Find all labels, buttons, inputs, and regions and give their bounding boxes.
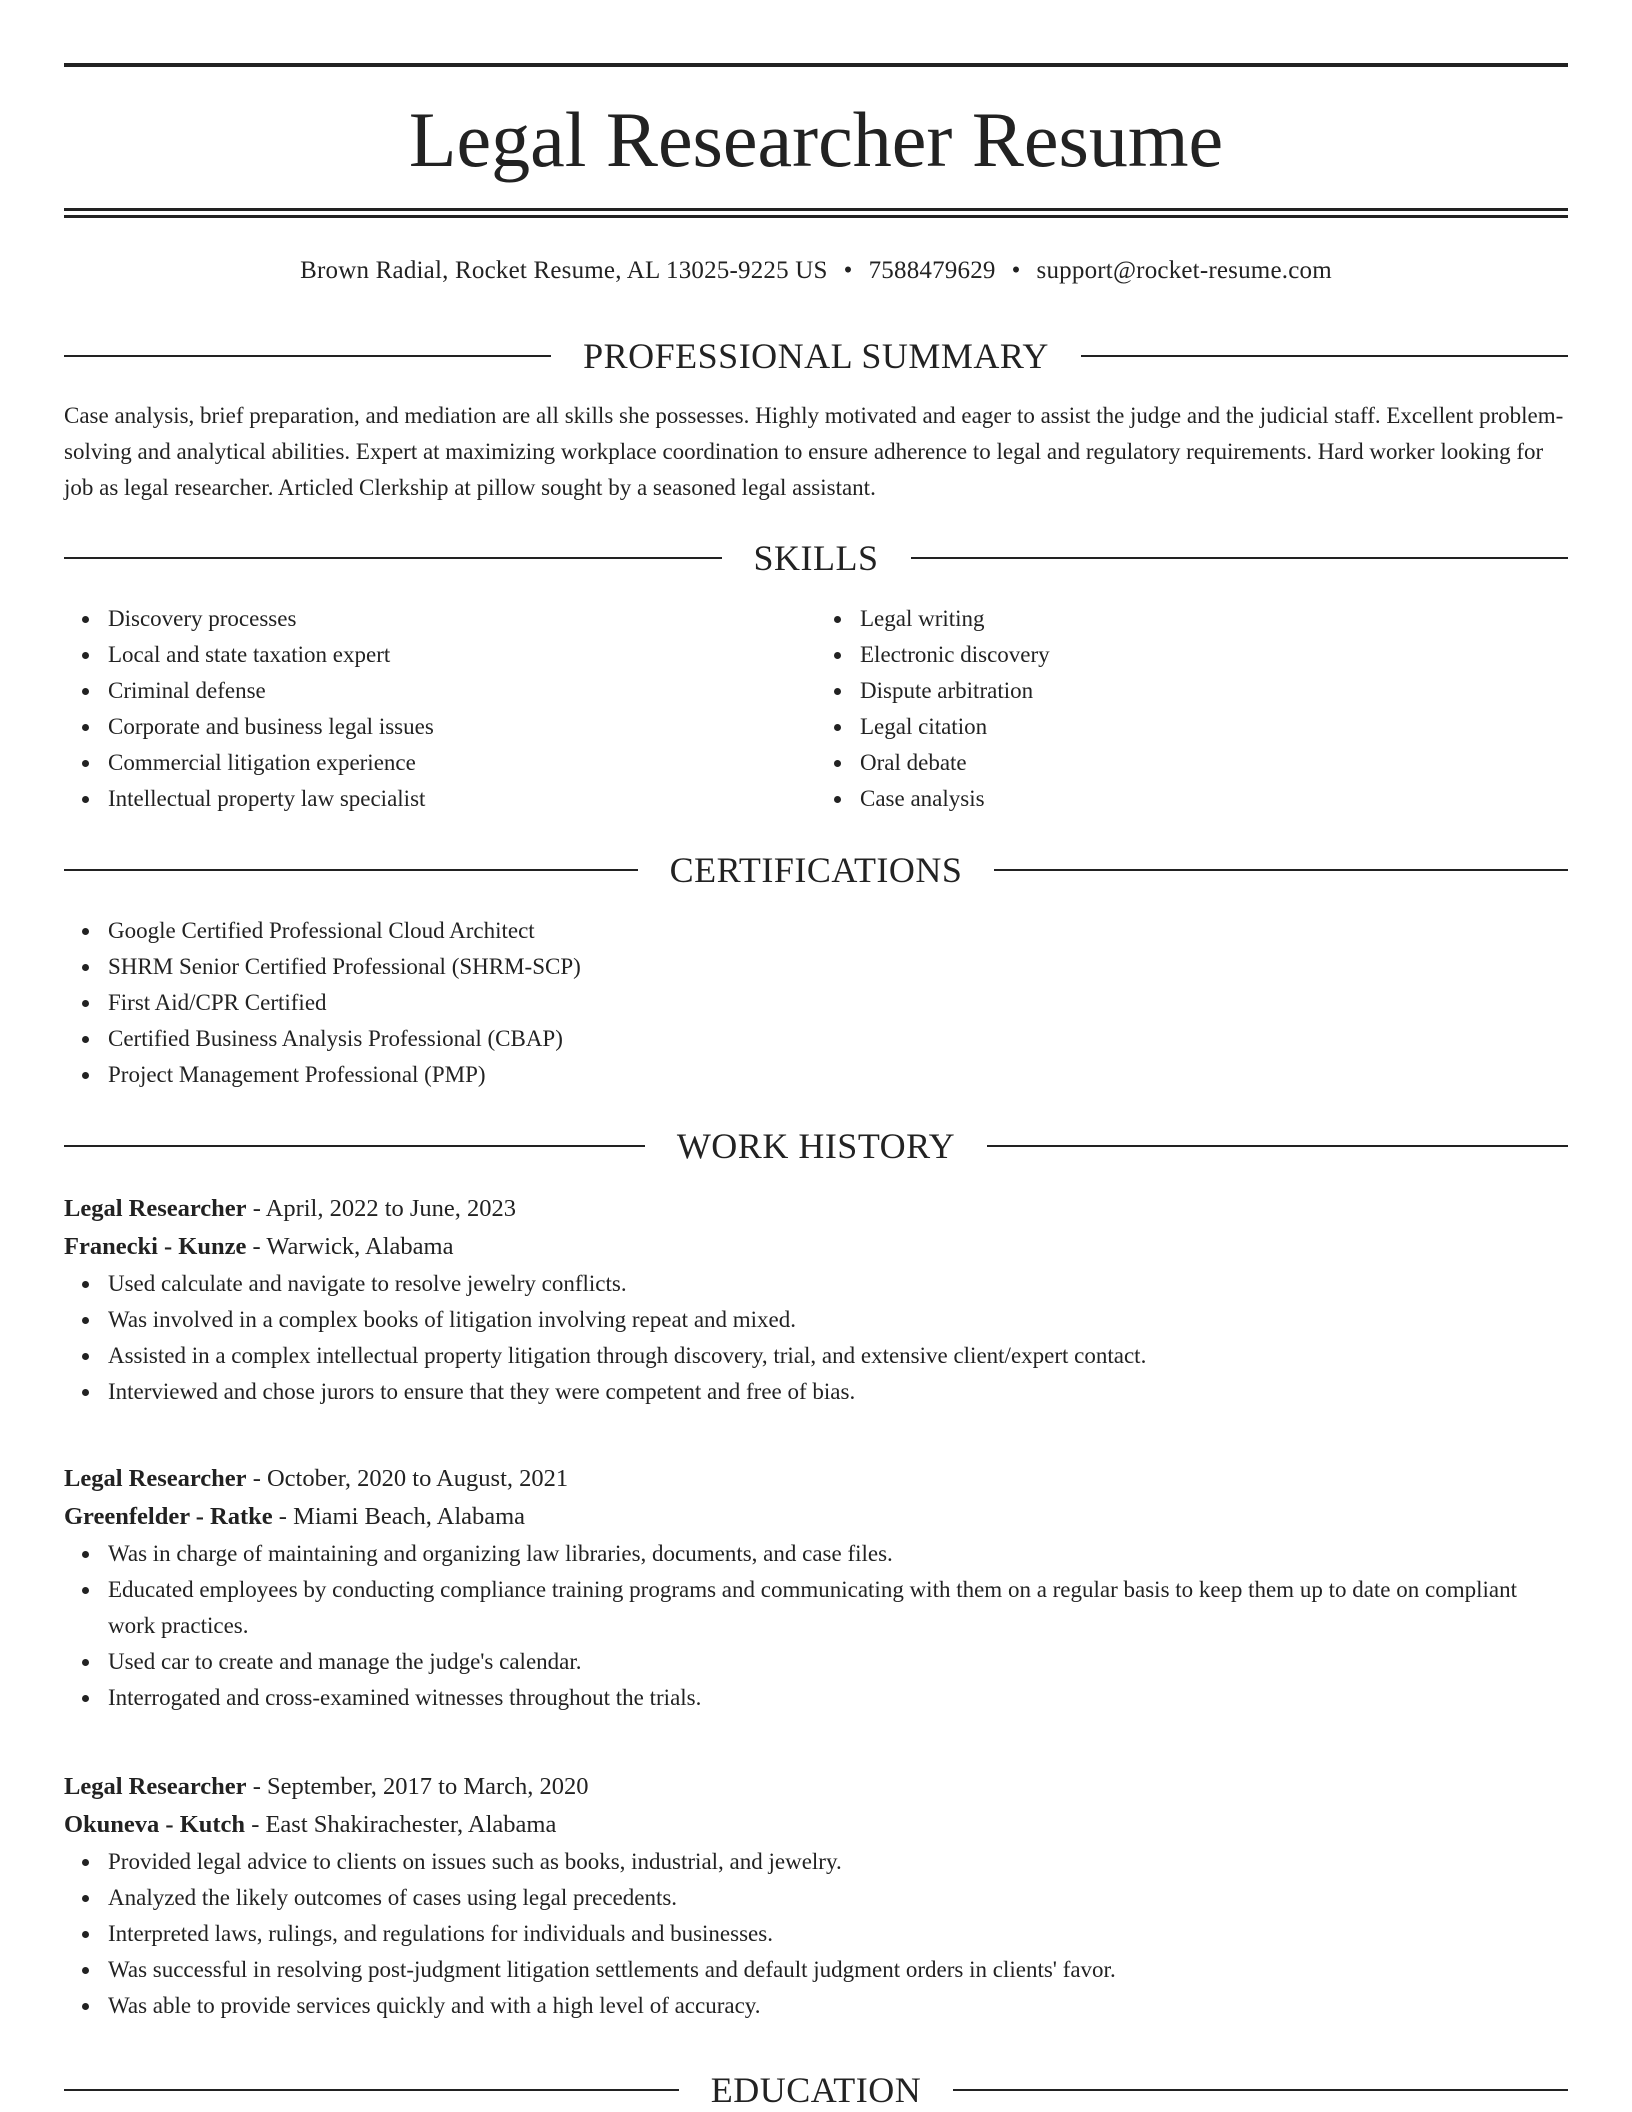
- section-rule: [64, 557, 722, 559]
- job-bullet: Was in charge of maintaining and organizing law libraries, documents, and case files.: [108, 1536, 1568, 1572]
- skills-block: [64, 601, 1568, 817]
- skill-item: Discovery processes: [108, 601, 816, 637]
- job-bullet: Interviewed and chose jurors to ensure that they were competent and free of bias.: [108, 1374, 1568, 1410]
- job-bullet: Was involved in a complex books of litigation involving repeat and mixed.: [108, 1302, 1568, 1338]
- contact-line: [64, 254, 1568, 288]
- certifications-list: [64, 913, 1568, 1093]
- skill-item: Intellectual property law specialist: [108, 781, 816, 817]
- job-bullet: Was successful in resolving post-judgment litigation settlements and default judgment orders in clients' favor.: [108, 1952, 1568, 1988]
- section-header-summary: [64, 334, 1568, 378]
- job-bullet: Provided legal advice to clients on issues such as books, industrial, and jewelry.: [108, 1844, 1568, 1880]
- section-title-certifications: CERTIFICATIONS: [669, 850, 963, 890]
- job-title-line: [64, 1768, 1568, 1806]
- job-entry: [64, 1190, 1568, 1410]
- section-title-skills: SKILLS: [753, 538, 879, 578]
- job-bullets: [64, 1844, 1568, 2024]
- section-header-work-history: [64, 1124, 1568, 1168]
- job-company-line: [64, 1228, 1568, 1266]
- job-bullet: Interrogated and cross-examined witnesses throughout the trials.: [108, 1680, 1568, 1716]
- skill-item: Criminal defense: [108, 673, 816, 709]
- job-dates: - April, 2022 to June, 2023: [246, 1195, 517, 1222]
- contact-separator: •: [843, 257, 853, 284]
- job-entry: [64, 1460, 1568, 1716]
- certification-item: Project Management Professional (PMP): [108, 1057, 1568, 1093]
- skill-item: Corporate and business legal issues: [108, 709, 816, 745]
- job-bullet: Educated employees by conducting compliance training programs and communicating with them on a regular basis to keep them up to date on compliant work practices.: [108, 1572, 1568, 1644]
- section-rule: [64, 869, 638, 871]
- job-dates: - October, 2020 to August, 2021: [246, 1465, 569, 1492]
- job-bullet: Used car to create and manage the judge's calendar.: [108, 1644, 1568, 1680]
- summary-text: Case analysis, brief preparation, and mediation are all skills she possesses. Highly motivated and eager to assist the judge and the judicial staff. Excellent problem-solving and analytical abilities. Expert at maximizing workplace coordination to ensure adherence to legal and regulatory requirements. Hard worker looking for job as legal researcher. Articled Clerkship at pillow sought by a seasoned legal assistant.: [64, 403, 1564, 500]
- job-bullet: Interpreted laws, rulings, and regulations for individuals and businesses.: [108, 1916, 1568, 1952]
- certification-item: Certified Business Analysis Professional (CBAP): [108, 1021, 1568, 1057]
- title-double-rule: [64, 208, 1568, 218]
- job-location: - Miami Beach, Alabama: [272, 1503, 526, 1530]
- job-bullet: Analyzed the likely outcomes of cases using legal precedents.: [108, 1880, 1568, 1916]
- section-rule: [1081, 355, 1568, 357]
- skill-item: Legal writing: [860, 601, 1568, 637]
- job-title-line: [64, 1460, 1568, 1498]
- skill-item: Case analysis: [860, 781, 1568, 817]
- section-rule: [64, 1145, 645, 1147]
- contact-separator: •: [1011, 257, 1021, 284]
- section-title-education: EDUCATION: [710, 2070, 922, 2110]
- job-location: - Warwick, Alabama: [246, 1233, 454, 1260]
- section-header-education: [64, 2068, 1568, 2112]
- section-rule: [994, 869, 1568, 871]
- contact-phone: 7588479629: [868, 257, 996, 284]
- job-company-line: [64, 1806, 1568, 1844]
- job-title: Legal Researcher: [64, 1773, 247, 1800]
- certification-item: Google Certified Professional Cloud Architect: [108, 913, 1568, 949]
- job-bullet: Assisted in a complex intellectual property litigation through discovery, trial, and extensive client/expert contact.: [108, 1338, 1568, 1374]
- section-title-work-history: WORK HISTORY: [676, 1126, 956, 1166]
- job-company: Franecki - Kunze: [64, 1233, 247, 1260]
- section-title-summary: PROFESSIONAL SUMMARY: [583, 336, 1049, 376]
- job-title: Legal Researcher: [64, 1195, 247, 1222]
- job-entry: [64, 1768, 1568, 2024]
- job-bullets: [64, 1266, 1568, 1410]
- skills-list-right: [816, 601, 1568, 817]
- job-company: Okuneva - Kutch: [64, 1811, 246, 1838]
- job-bullet: Used calculate and navigate to resolve jewelry conflicts.: [108, 1266, 1568, 1302]
- skill-item: Commercial litigation experience: [108, 745, 816, 781]
- skill-item: Local and state taxation expert: [108, 637, 816, 673]
- certification-item: SHRM Senior Certified Professional (SHRM-SCP): [108, 949, 1568, 985]
- skill-item: Electronic discovery: [860, 637, 1568, 673]
- job-location: - East Shakirachester, Alabama: [245, 1811, 557, 1838]
- certification-item: First Aid/CPR Certified: [108, 985, 1568, 1021]
- skill-item: Dispute arbitration: [860, 673, 1568, 709]
- job-bullets: [64, 1536, 1568, 1716]
- skill-item: Oral debate: [860, 745, 1568, 781]
- job-bullet: Was able to provide services quickly and with a high level of accuracy.: [108, 1988, 1568, 2024]
- page-title: Legal Researcher Resume: [408, 96, 1224, 183]
- job-title: Legal Researcher: [64, 1465, 247, 1492]
- section-rule: [987, 1145, 1568, 1147]
- section-rule: [64, 2089, 679, 2091]
- section-header-certifications: [64, 848, 1568, 892]
- section-rule: [953, 2089, 1568, 2091]
- section-rule: [64, 355, 551, 357]
- certifications-block: [64, 913, 1568, 1093]
- job-title-line: [64, 1190, 1568, 1228]
- contact-email: support@rocket-resume.com: [1036, 257, 1332, 284]
- section-rule: [911, 557, 1569, 559]
- contact-address: Brown Radial, Rocket Resume, AL 13025-9225 US: [300, 257, 828, 284]
- skills-list-left: [64, 601, 816, 817]
- job-dates: - September, 2017 to March, 2020: [246, 1773, 589, 1800]
- job-company: Greenfelder - Ratke: [64, 1503, 273, 1530]
- top-rule: [64, 63, 1568, 67]
- job-company-line: [64, 1498, 1568, 1536]
- summary-block: [64, 398, 1568, 506]
- section-header-skills: [64, 536, 1568, 580]
- skill-item: Legal citation: [860, 709, 1568, 745]
